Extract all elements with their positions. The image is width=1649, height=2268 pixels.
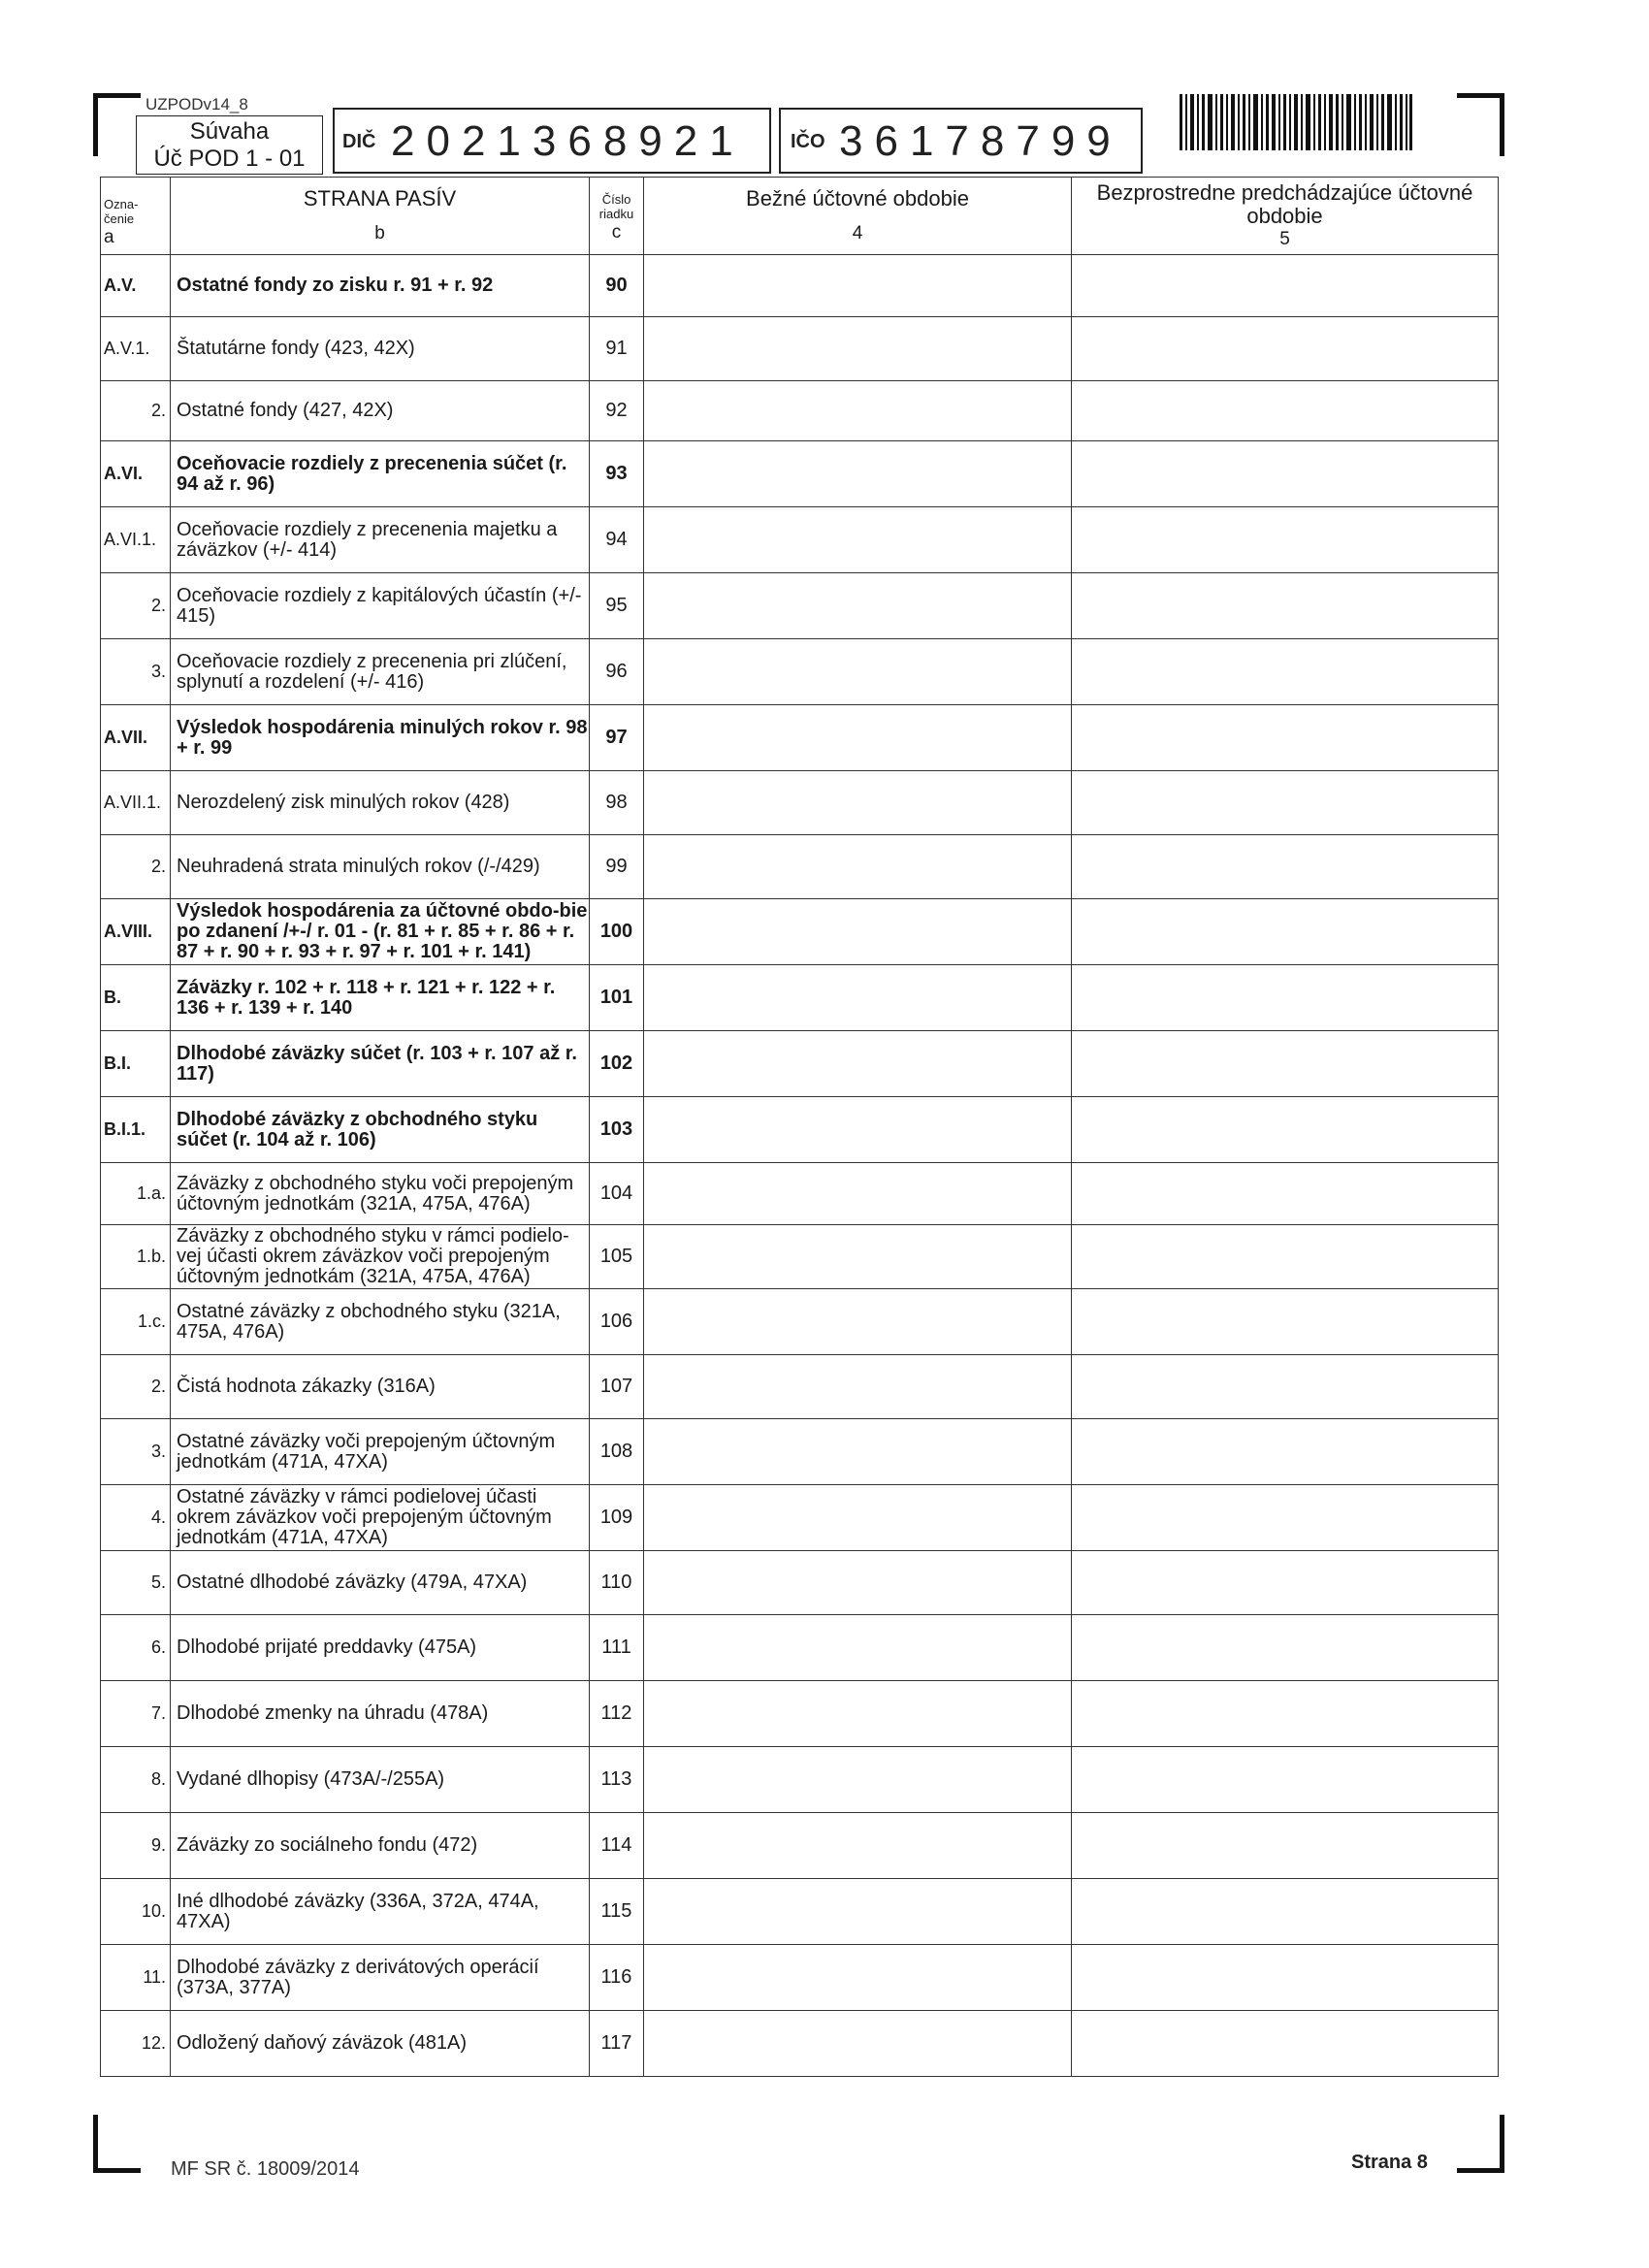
current-period-field[interactable] xyxy=(644,1747,1072,1813)
row-description: Oceňovacie rozdiely z precenenia súčet (r. 94 až r. 96) xyxy=(171,441,590,507)
footer-page: Strana 8 xyxy=(1351,2152,1428,2173)
table-row xyxy=(101,1289,1499,1355)
row-description: Ostatné fondy (427, 42X) xyxy=(171,381,590,441)
previous-period-field[interactable] xyxy=(1072,1485,1499,1551)
row-number: 97 xyxy=(590,705,644,771)
previous-period-field[interactable] xyxy=(1072,381,1499,441)
current-period-field[interactable] xyxy=(644,381,1072,441)
col-5-title: Bezprostredne predchádzajúce účtovné obdobie xyxy=(1096,179,1473,228)
row-label: 6. xyxy=(101,1615,171,1681)
row-number: 96 xyxy=(590,639,644,705)
corner-mark-top-right xyxy=(1457,93,1504,156)
previous-period-field[interactable] xyxy=(1072,965,1499,1031)
previous-period-field[interactable] xyxy=(1072,1681,1499,1747)
row-description: Záväzky z obchodného styku voči prepojeným účtovným jednotkám (321A, 475A, 476A) xyxy=(171,1163,590,1225)
col-b-letter: b xyxy=(374,222,385,243)
row-number: 115 xyxy=(590,1879,644,1945)
table-row xyxy=(101,441,1499,507)
row-label: 3. xyxy=(101,639,171,705)
row-number: 95 xyxy=(590,573,644,639)
row-description: Záväzky r. 102 + r. 118 + r. 121 + r. 122 + r. 136 + r. 139 + r. 140 xyxy=(171,965,590,1031)
table-row xyxy=(101,1485,1499,1551)
col-a-letter: a xyxy=(104,227,114,247)
col-5-header xyxy=(1072,178,1499,255)
row-description: Záväzky z obchodného styku v rámci podielo-vej účasti okrem záväzkov voči prepojeným účtovným jednotkám (321A, 475A, 476A) xyxy=(171,1225,590,1289)
table-row xyxy=(101,1879,1499,1945)
current-period-field[interactable] xyxy=(644,441,1072,507)
row-description: Ostatné záväzky v rámci podielovej účasti okrem záväzkov voči prepojeným účtovným jednotkám (471A, 47XA) xyxy=(171,1485,590,1551)
current-period-field[interactable] xyxy=(644,317,1072,381)
ico-box xyxy=(779,108,1143,174)
row-label: 12. xyxy=(101,2011,171,2077)
previous-period-field[interactable] xyxy=(1072,1289,1499,1355)
row-number: 92 xyxy=(590,381,644,441)
current-period-field[interactable] xyxy=(644,1097,1072,1163)
previous-period-field[interactable] xyxy=(1072,507,1499,573)
table-row xyxy=(101,1097,1499,1163)
corner-mark-bottom-left xyxy=(93,2115,141,2173)
current-period-field[interactable] xyxy=(644,573,1072,639)
row-description: Dlhodobé záväzky súčet (r. 103 + r. 107 až r. 117) xyxy=(171,1031,590,1097)
previous-period-field[interactable] xyxy=(1072,1163,1499,1225)
table-row xyxy=(101,507,1499,573)
row-label: 4. xyxy=(101,1485,171,1551)
row-description: Výsledok hospodárenia minulých rokov r. 98 + r. 99 xyxy=(171,705,590,771)
table-row xyxy=(101,899,1499,965)
row-number: 93 xyxy=(590,441,644,507)
table-row xyxy=(101,317,1499,381)
previous-period-field[interactable] xyxy=(1072,1945,1499,2011)
previous-period-field[interactable] xyxy=(1072,639,1499,705)
current-period-field[interactable] xyxy=(644,1485,1072,1551)
row-label: 9. xyxy=(101,1813,171,1879)
previous-period-field[interactable] xyxy=(1072,1355,1499,1419)
row-label: 2. xyxy=(101,835,171,899)
row-description: Dlhodobé záväzky z obchodného styku súčet (r. 104 až r. 106) xyxy=(171,1097,590,1163)
row-number: 103 xyxy=(590,1097,644,1163)
dic-label: DIČ xyxy=(342,131,376,152)
row-number: 111 xyxy=(590,1615,644,1681)
current-period-field[interactable] xyxy=(644,1945,1072,2011)
row-number: 99 xyxy=(590,835,644,899)
row-label: A.V. xyxy=(101,255,171,317)
doc-title: Súvaha xyxy=(189,118,270,145)
row-number: 98 xyxy=(590,771,644,835)
row-label: 8. xyxy=(101,1747,171,1813)
table-row xyxy=(101,1419,1499,1485)
table-row xyxy=(101,705,1499,771)
table-row xyxy=(101,965,1499,1031)
previous-period-field[interactable] xyxy=(1072,573,1499,639)
table-row xyxy=(101,835,1499,899)
corner-mark-bottom-right xyxy=(1457,2115,1504,2173)
row-description: Záväzky zo sociálneho fondu (472) xyxy=(171,1813,590,1879)
row-label: A.V.1. xyxy=(101,317,171,381)
form-code: UZPODv14_8 xyxy=(146,95,248,113)
col-c-header xyxy=(590,178,644,255)
current-period-field[interactable] xyxy=(644,1681,1072,1747)
current-period-field[interactable] xyxy=(644,705,1072,771)
row-number: 104 xyxy=(590,1163,644,1225)
row-label: A.VII. xyxy=(101,705,171,771)
doc-subtitle: Úč POD 1 - 01 xyxy=(153,146,306,172)
previous-period-field[interactable] xyxy=(1072,835,1499,899)
col-b-header xyxy=(171,178,590,255)
table-header-row xyxy=(101,178,1499,255)
previous-period-field[interactable] xyxy=(1072,317,1499,381)
row-number: 112 xyxy=(590,1681,644,1747)
col-4-letter: 4 xyxy=(852,222,863,243)
table-row xyxy=(101,1031,1499,1097)
row-number: 114 xyxy=(590,1813,644,1879)
current-period-field[interactable] xyxy=(644,507,1072,573)
row-number: 117 xyxy=(590,2011,644,2077)
table-row xyxy=(101,1945,1499,2011)
previous-period-field[interactable] xyxy=(1072,1879,1499,1945)
table-row xyxy=(101,381,1499,441)
row-label: 1.a. xyxy=(101,1163,171,1225)
current-period-field[interactable] xyxy=(644,1879,1072,1945)
row-label: B.I.1. xyxy=(101,1097,171,1163)
current-period-field[interactable] xyxy=(644,1551,1072,1615)
row-label: 1.b. xyxy=(101,1225,171,1289)
row-number: 106 xyxy=(590,1289,644,1355)
row-label: A.VI.1. xyxy=(101,507,171,573)
table-row xyxy=(101,1551,1499,1615)
row-label: B.I. xyxy=(101,1031,171,1097)
balance-sheet-table xyxy=(100,177,1499,2077)
current-period-field[interactable] xyxy=(644,771,1072,835)
current-period-field[interactable] xyxy=(644,835,1072,899)
row-description: Neuhradená strata minulých rokov (/-/429) xyxy=(171,835,590,899)
current-period-field[interactable] xyxy=(644,1813,1072,1879)
row-label: 7. xyxy=(101,1681,171,1747)
row-label: B. xyxy=(101,965,171,1031)
row-label: 1.c. xyxy=(101,1289,171,1355)
row-description: Štatutárne fondy (423, 42X) xyxy=(171,317,590,381)
row-label: 3. xyxy=(101,1419,171,1485)
row-description: Oceňovacie rozdiely z precenenia pri zlúčení, splynutí a rozdelení (+/- 416) xyxy=(171,639,590,705)
previous-period-field[interactable] xyxy=(1072,441,1499,507)
row-description: Iné dlhodobé záväzky (336A, 372A, 474A, 47XA) xyxy=(171,1879,590,1945)
previous-period-field[interactable] xyxy=(1072,2011,1499,2077)
row-label: 2. xyxy=(101,1355,171,1419)
row-description: Ostatné záväzky z obchodného styku (321A, 475A, 476A) xyxy=(171,1289,590,1355)
row-number: 105 xyxy=(590,1225,644,1289)
previous-period-field[interactable] xyxy=(1072,705,1499,771)
row-number: 101 xyxy=(590,965,644,1031)
row-description: Dlhodobé prijaté preddavky (475A) xyxy=(171,1615,590,1681)
row-number: 102 xyxy=(590,1031,644,1097)
row-description: Vydané dlhopisy (473A/-/255A) xyxy=(171,1747,590,1813)
row-number: 113 xyxy=(590,1747,644,1813)
row-number: 109 xyxy=(590,1485,644,1551)
previous-period-field[interactable] xyxy=(1072,1615,1499,1681)
col-4-title: Bežné účtovné obdobie xyxy=(746,185,969,211)
current-period-field[interactable] xyxy=(644,965,1072,1031)
row-number: 116 xyxy=(590,1945,644,2011)
col-4-header xyxy=(644,178,1072,255)
current-period-field[interactable] xyxy=(644,2011,1072,2077)
current-period-field[interactable] xyxy=(644,1163,1072,1225)
row-label: A.VIII. xyxy=(101,899,171,965)
table-row xyxy=(101,1747,1499,1813)
previous-period-field[interactable] xyxy=(1072,771,1499,835)
row-number: 108 xyxy=(590,1419,644,1485)
dic-value: 2021368921 xyxy=(391,117,745,165)
doc-title-box xyxy=(136,115,323,175)
footer-ministry: MF SR č. 18009/2014 xyxy=(171,2158,360,2180)
previous-period-field[interactable] xyxy=(1072,1813,1499,1879)
col-b-title: STRANA PASÍV xyxy=(303,185,457,211)
table-row xyxy=(101,1225,1499,1289)
row-label: A.VI. xyxy=(101,441,171,507)
ico-label: IČO xyxy=(791,131,825,152)
row-description: Ostatné dlhodobé záväzky (479A, 47XA) xyxy=(171,1551,590,1615)
table-row xyxy=(101,2011,1499,2077)
row-number: 100 xyxy=(590,899,644,965)
row-description: Ostatné záväzky voči prepojeným účtovným jednotkám (471A, 47XA) xyxy=(171,1419,590,1485)
current-period-field[interactable] xyxy=(644,1419,1072,1485)
row-number: 94 xyxy=(590,507,644,573)
row-label: 10. xyxy=(101,1879,171,1945)
row-description: Výsledok hospodárenia za účtovné obdo-bie po zdanení /+-/ r. 01 - (r. 81 + r. 85 + r. 86 + r. 87 + r. 90 + r. 93 + r. 97 + r. 101 + r. 141) xyxy=(171,899,590,965)
row-label: 2. xyxy=(101,381,171,441)
table-row xyxy=(101,1355,1499,1419)
current-period-field[interactable] xyxy=(644,1615,1072,1681)
current-period-field[interactable] xyxy=(644,899,1072,965)
col-5-letter: 5 xyxy=(1279,228,1290,249)
dic-box xyxy=(333,108,771,174)
row-number: 90 xyxy=(590,255,644,317)
row-label: 11. xyxy=(101,1945,171,2011)
previous-period-field[interactable] xyxy=(1072,1225,1499,1289)
current-period-field[interactable] xyxy=(644,1031,1072,1097)
table-row xyxy=(101,1813,1499,1879)
ico-value: 36178799 xyxy=(839,117,1122,165)
corner-mark-top-left xyxy=(93,93,141,156)
current-period-field[interactable] xyxy=(644,639,1072,705)
row-description: Oceňovacie rozdiely z kapitálových účastín (+/- 415) xyxy=(171,573,590,639)
current-period-field[interactable] xyxy=(644,1289,1072,1355)
current-period-field[interactable] xyxy=(644,1355,1072,1419)
row-description: Dlhodobé zmenky na úhradu (478A) xyxy=(171,1681,590,1747)
table-row xyxy=(101,1615,1499,1681)
table-row xyxy=(101,1681,1499,1747)
previous-period-field[interactable] xyxy=(1072,1419,1499,1485)
row-description: Odložený daňový záväzok (481A) xyxy=(171,2011,590,2077)
previous-period-field[interactable] xyxy=(1072,1747,1499,1813)
table-body xyxy=(101,255,1499,2077)
previous-period-field[interactable] xyxy=(1072,1031,1499,1097)
col-a-header xyxy=(101,178,171,255)
table-row xyxy=(101,1163,1499,1225)
previous-period-field[interactable] xyxy=(1072,1097,1499,1163)
row-label: A.VII.1. xyxy=(101,771,171,835)
table-row xyxy=(101,573,1499,639)
current-period-field[interactable] xyxy=(644,1225,1072,1289)
col-c-letter: c xyxy=(611,222,622,243)
previous-period-field[interactable] xyxy=(1072,899,1499,965)
col-a-title: Ozna-čenie xyxy=(104,197,139,226)
previous-period-field[interactable] xyxy=(1072,1551,1499,1615)
table-row xyxy=(101,771,1499,835)
row-description: Oceňovacie rozdiely z precenenia majetku a záväzkov (+/- 414) xyxy=(171,507,590,573)
row-description: Čistá hodnota zákazky (316A) xyxy=(171,1355,590,1419)
table-row xyxy=(101,639,1499,705)
row-description: Ostatné fondy zo zisku r. 91 + r. 92 xyxy=(171,255,590,317)
current-period-field[interactable] xyxy=(644,255,1072,317)
row-number: 91 xyxy=(590,317,644,381)
row-number: 107 xyxy=(590,1355,644,1419)
row-label: 5. xyxy=(101,1551,171,1615)
row-description: Nerozdelený zisk minulých rokov (428) xyxy=(171,771,590,835)
col-c-title: Číslo riadku xyxy=(598,192,634,221)
row-description: Dlhodobé záväzky z derivátových operácií (373A, 377A) xyxy=(171,1945,590,2011)
barcode-image xyxy=(1180,94,1412,150)
row-number: 110 xyxy=(590,1551,644,1615)
table-row xyxy=(101,255,1499,317)
previous-period-field[interactable] xyxy=(1072,255,1499,317)
row-label: 2. xyxy=(101,573,171,639)
